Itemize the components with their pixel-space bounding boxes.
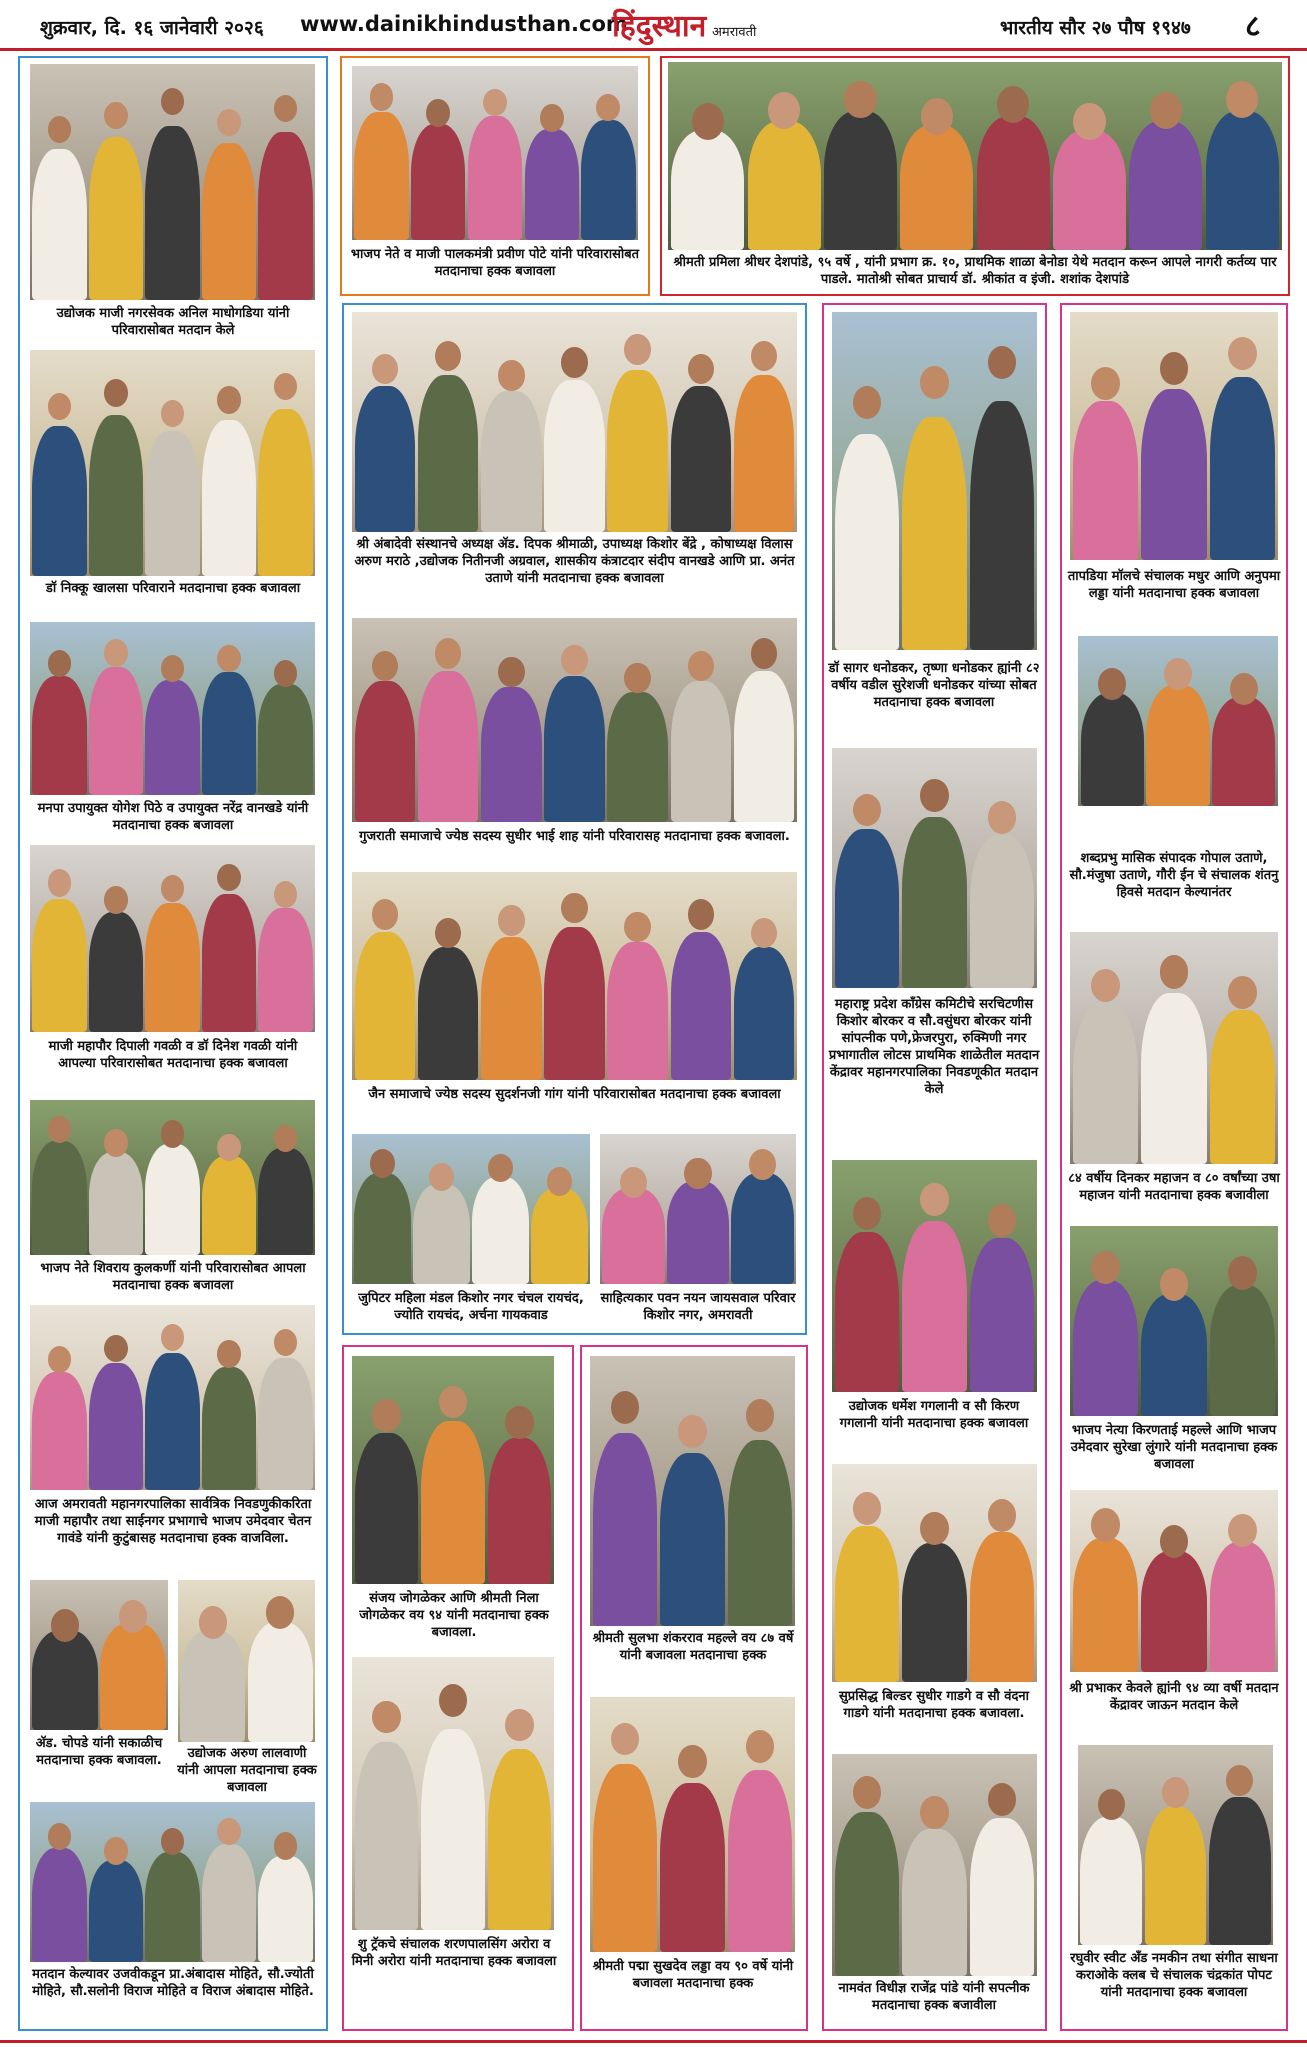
person-figure [202, 645, 256, 796]
person-figure [835, 386, 900, 650]
caption-chopde: ॲड. चोपडे यांनी सकाळीच मतदानाचा हक्क बजावला. [35, 1736, 163, 1768]
person-figure [1073, 1508, 1139, 1672]
person-figure [202, 1340, 256, 1490]
photo-ladda-couple [1070, 312, 1278, 560]
person-figure [902, 779, 967, 988]
person-figure [970, 346, 1035, 650]
photo-padma-ladda [590, 1697, 795, 1952]
person-figure [970, 801, 1035, 988]
caption-deputy-commissioners: मनपा उपायुक्त योगेश पिठे व उपायुक्त नरेंद्र वानखडे यांनी मतदानाचा हक्क बजावला [37, 801, 309, 833]
photo-borkar-couple [832, 748, 1037, 988]
photo-madhogadiya-family [30, 64, 315, 300]
person-figure [145, 655, 199, 795]
person-figure [89, 639, 143, 795]
photo-sulabha-mahalle [590, 1356, 795, 1626]
caption-arora: शु ट्रॅकचे संचालक शरणपालसिंग अरोरा व मिनी अरोरा यांनी मतदानाचा हक्क बजावला [351, 1937, 557, 1969]
person-figure [355, 1399, 419, 1584]
person-figure [258, 1329, 312, 1490]
website-link[interactable]: www.dainikhindusthan.com [300, 12, 628, 36]
person-figure [1141, 352, 1207, 560]
person-figure [835, 794, 900, 988]
person-figure [902, 1512, 967, 1682]
caption-utane: शब्दप्रभु मासिक संपादक गोपाल उताणे, सौ.मंजुषा उताणे, गौरी ईन चे संचालक शंतनु हिवसे मतदान केल्यानंतर [1069, 851, 1279, 900]
person-figure [89, 1837, 143, 1962]
caption-popat: रघुवीर स्वीट अँड नमकीन तथा संगीत साधना कराओके क्लब चे संचालक चंद्रकांत पोपट यांनी मतदानाचा हक्क बजावला [1070, 1951, 1278, 2000]
person-figure [602, 1167, 664, 1284]
caption-mahalle-lungare: भाजप नेत्या किरणताई महल्ले आणि भाजप उमेदवार सुरेखा लुंगारे यांनी मतदानाचा हक्क बजावला [1070, 1423, 1278, 1472]
person-figure [1081, 668, 1144, 806]
person-figure [1073, 969, 1139, 1164]
person-figure [468, 89, 522, 240]
caption-pande: नामवंत विधीज्ञ राजेंद्र पांडे यांनी सपत्नीक मतदानाचा हक्क बजावीला [838, 1981, 1030, 2013]
caption-kevale: श्री प्रभाकर केवले ह्यांनी ९४ व्या वर्षी मतदान केंद्रावर जाऊन मतदान केले [1069, 1681, 1279, 1713]
caption-padma-ladda: श्रीमती पद्मा सुखदेव लड्डा वय ९० वर्षे यांनी बजावला मतदानाचा हक्क [592, 1959, 794, 1991]
person-figure [32, 1609, 98, 1731]
person-figure [488, 1406, 552, 1584]
person-figure [481, 657, 541, 822]
caption-shah: गुजराती समाजाचे ज्येष्ठ सदस्य सुधीर भाई शाह यांनी परिवारासह मतदानाचा हक्क बजावला. [359, 829, 790, 844]
person-figure [202, 109, 256, 300]
person-figure [32, 1823, 86, 1962]
person-figure [32, 1346, 86, 1490]
bottom-rule [0, 2040, 1307, 2043]
person-figure [258, 881, 312, 1032]
person-figure [660, 1415, 725, 1626]
person-figure [180, 1606, 245, 1742]
person-figure [544, 645, 604, 822]
person-figure [1206, 81, 1279, 250]
person-figure [413, 1163, 470, 1285]
person-figure [1073, 1251, 1139, 1416]
person-figure [1073, 367, 1139, 560]
person-figure [734, 638, 794, 822]
caption-ladda-couple: तापडिया मॉलचे संचालक मधुर आणि अनुपमा लड्डा यांनी मतदानाचा हक्क बजावला [1067, 569, 1281, 601]
photo-arora [352, 1657, 554, 1930]
person-figure [902, 366, 967, 650]
photo-gadge-couple [832, 1464, 1037, 1682]
person-figure [145, 400, 199, 576]
person-figure [32, 650, 86, 795]
person-figure [418, 341, 478, 532]
photo-gawande-family [30, 1305, 315, 1490]
person-figure [89, 379, 143, 576]
caption-gadge: सुप्रसिद्ध बिल्डर सुधीर गाडगे व सौ वंदना गाडगे यांनी मतदानाचा हक्क बजावला. [839, 1689, 1029, 1721]
person-figure [202, 1134, 256, 1255]
person-figure [421, 1386, 485, 1584]
person-figure [748, 92, 821, 250]
caption-gang: जैन समाजाचे ज्येष्ठ सदस्य सुदर्शनजी गांग यांनी परिवारासोबत मतदानाचा हक्क बजावला [368, 1087, 781, 1102]
person-figure [89, 886, 143, 1032]
caption-madhogadiya: उद्योजक माजी नगरसेवक अनिल माधोगडिया यांनी परिवारासोबत मतदान केले [56, 306, 290, 338]
photo-shah-family [352, 618, 797, 822]
person-figure [671, 651, 731, 822]
photo-mahajan-couple [1070, 932, 1278, 1164]
photo-utane-family [1078, 636, 1278, 806]
person-figure [731, 1149, 793, 1284]
masthead [0, 0, 1307, 51]
person-figure [607, 663, 667, 822]
photo-lalwani [178, 1580, 315, 1742]
person-figure [100, 1600, 166, 1731]
person-figure [89, 1335, 143, 1490]
caption-jogalekar: संजय जोगळेकर आणि श्रीमती निला जोगळेकर वय ९४ यांनी मतदानाचा हक्क बजावला. [359, 1591, 549, 1640]
page-number: ८ [1245, 9, 1261, 44]
person-figure [593, 1723, 658, 1953]
person-figure [32, 869, 86, 1032]
person-figure [354, 1149, 411, 1284]
person-figure [835, 1776, 900, 1976]
person-figure [1053, 103, 1126, 250]
person-figure [355, 1701, 419, 1930]
person-figure [1210, 1514, 1276, 1672]
person-figure [734, 341, 794, 532]
person-figure [411, 99, 465, 240]
person-figure [248, 1596, 313, 1742]
caption-dhanodkar: डॉ सागर धनोडकर, तृष्णा धनोडकर ह्यांनी ८२ वर्षीय वडील सुरेशजी धनोडकर यांच्या सोबत मतदानाचा हक्क बजावला [828, 661, 1040, 710]
person-figure [835, 1492, 900, 1682]
person-figure [472, 1154, 529, 1285]
person-figure [902, 1796, 967, 1976]
person-figure [145, 1828, 199, 1962]
photo-mahalle-lungare [1070, 1226, 1278, 1416]
person-figure [481, 360, 541, 532]
person-figure [970, 1499, 1035, 1682]
person-figure [531, 1167, 588, 1284]
person-figure [202, 1818, 256, 1962]
person-figure [418, 918, 478, 1080]
person-figure [421, 1684, 485, 1930]
person-figure [1146, 658, 1209, 806]
person-figure [258, 1832, 312, 1962]
person-figure [728, 1399, 793, 1626]
person-figure [32, 1116, 86, 1256]
person-figure [355, 651, 415, 822]
photo-pande-couple [832, 1754, 1037, 1976]
caption-khalsa: डॉ निक्कू खालसा परिवाराने मतदानाचा हक्क बजावला [45, 581, 301, 596]
photo-kevale [1070, 1490, 1278, 1672]
photo-jupiter-mandal [352, 1134, 590, 1284]
person-figure [258, 660, 312, 795]
photo-kulkarni-family [30, 1100, 315, 1255]
caption-jaiswal: साहित्यकार पवन नयन जायसवाल परिवार किशोर नगर, अमरावती [600, 1291, 796, 1323]
person-figure [354, 83, 408, 240]
person-figure [1210, 976, 1276, 1164]
person-figure [970, 1204, 1035, 1392]
person-figure [667, 1158, 729, 1284]
person-figure [145, 1120, 199, 1255]
caption-gawande: आज अमरावती महानगरपालिका सार्वत्रिक निवडणुकीकरिता माजी महापौर तथा साईनगर प्रभागाचे भाजप उमेदवार चेतन गावंडे यांनी कुटुंबासह मतदानाचा हक्क वाजविला. [34, 1497, 312, 1546]
person-figure [258, 373, 312, 576]
caption-pote: भाजप नेते व माजी पालकमंत्री प्रवीण पोटे यांनी परिवारासोबत मतदानाचा हक्क बजावला [350, 247, 640, 279]
person-figure [32, 393, 86, 576]
caption-kulkarni: भाजप नेते शिवराय कुलकर्णी यांनी परिवारासोबत आपला मतदानाचा हक्क बजावला [40, 1261, 306, 1293]
photo-deputy-commissioners [30, 622, 315, 795]
issue-date: शुक्रवार, दि. १६ जानेवारी २०२६ [40, 17, 264, 39]
caption-borkar: महाराष्ट्र प्रदेश कॉंग्रेस कमिटीचे सरचिटणीस किशोर बोरकर व सौ.वसुंधरा बोरकर यांनी सांपत्नीक पणे,फ्रेजरपुरा, रुक्मिणी नगर प्रभागातील लोटस प्राथमिक शाळेतील मतदान केंद्रावर महानगरपालिका निवडणूकीत मतदान केले [828, 997, 1040, 1097]
edition-name: अमरावती [712, 25, 757, 40]
person-figure [900, 98, 973, 250]
photo-gang-family [352, 872, 797, 1080]
person-figure [1129, 92, 1202, 250]
person-figure [1209, 1765, 1271, 1945]
person-figure [1141, 955, 1207, 1164]
person-figure [544, 347, 604, 532]
person-figure [488, 1709, 552, 1930]
indian-calendar-date: भारतीय सौर २७ पौष १९४७ [1000, 17, 1191, 39]
person-figure [835, 1197, 900, 1392]
caption-ambadevi: श्री अंबादेवी संस्थानचे अध्यक्ष ॲड. दिपक श्रीमाळी, उपाध्यक्ष किशोर बेंद्रे , कोषाध्यक्ष विलास अरुण मराठे ,उद्योजक नितीनजी अग्रवाल, शासकीय कंत्राटदार संदीप वानखडे आणि प्रा. अनंत उताणे यांनी मतदानाचा हक्क बजावला [354, 537, 795, 586]
person-figure [525, 104, 579, 240]
caption-mohite: मतदान केल्यावर उजवीकडून प्रा.अंबादास मोहिते, सौ.ज्योती मोहिते, सौ.सलोनी विराज मोहिते व विराज अंबादास मोहिते. [32, 1967, 314, 1999]
person-figure [1080, 1789, 1142, 1945]
person-figure [202, 864, 256, 1032]
caption-mahajan: ८४ वर्षीय दिनकर महाजन व ८० वर्षांच्या उषा महाजन यांनी मतदानाचा हक्क बजावीला [1068, 1171, 1280, 1203]
caption-gaglani: उद्योजक धर्मेश गगलानी व सौ किरण गगलानी यांनी मतदानाचा हक्क बजावला [839, 1399, 1029, 1431]
person-figure [581, 94, 635, 240]
person-figure [607, 912, 667, 1080]
person-figure [671, 354, 731, 532]
photo-jogalekar [352, 1356, 554, 1584]
person-figure [734, 918, 794, 1080]
person-figure [481, 905, 541, 1080]
person-figure [824, 81, 897, 250]
photo-deshpande-family [668, 62, 1282, 250]
person-figure [145, 875, 199, 1032]
caption-sulabha-mahalle: श्रीमती सुलभा शंकरराव महल्ले वय ८७ वर्षे यांनी बजावला मतदानाचा हक्क [592, 1631, 794, 1663]
person-figure [145, 1324, 199, 1491]
caption-gawli: माजी महापौर दिपाली गवळी व डॉ दिनेश गवळी यांनी आपल्या परिवारासोबत मतदानाचा हक्क बजावला [48, 1039, 298, 1071]
person-figure [607, 334, 667, 532]
caption-jupiter: जुपिटर महिला मंडल किशोर नगर चंचल रायचंद, ज्योति रायचंद, अर्चना गायकवाड [358, 1291, 584, 1323]
photo-gaglani-couple [832, 1160, 1037, 1392]
person-figure [970, 1783, 1035, 1976]
person-figure [258, 95, 312, 300]
caption-lalwani: उद्योजक अरुण लालवाणी यांनी आपला मतदानाचा हक्क बजावला [177, 1746, 317, 1795]
person-figure [1141, 1268, 1207, 1416]
person-figure [671, 899, 731, 1080]
person-figure [544, 893, 604, 1080]
person-figure [258, 1125, 312, 1255]
person-figure [1210, 337, 1276, 560]
photo-khalsa-family [30, 350, 315, 576]
person-figure [355, 899, 415, 1080]
newspaper-logo: हिंदुस्थान [612, 9, 707, 44]
caption-deshpande: श्रीमती प्रमिला श्रीधर देशपांडे, ९५ वर्षे , यांनी प्रभाग क्र. १०, प्राथमिक शाळा बेनोडा येथे मतदान करून आपले नागरी कर्तव्य पार पाडले. मातोश्री सोबत प्राचार्य डॉ. श्रीकांत व इंजी. शशांक देशपांडे [673, 255, 1277, 287]
person-figure [89, 102, 143, 300]
photo-chopde [30, 1580, 168, 1730]
person-figure [355, 354, 415, 532]
person-figure [671, 103, 744, 250]
photo-mohite-family [30, 1802, 315, 1962]
person-figure [1212, 673, 1275, 806]
person-figure [32, 116, 86, 300]
person-figure [202, 386, 256, 576]
photo-popat [1078, 1745, 1273, 1945]
person-figure [977, 86, 1050, 250]
photo-gawli-family [30, 845, 315, 1032]
photo-dhanodkar-family [832, 312, 1037, 650]
person-figure [1145, 1777, 1207, 1945]
photo-ambadevi-trustees [352, 312, 797, 532]
photo-pote-family [352, 66, 638, 240]
photo-jaiswal-family [600, 1134, 796, 1284]
person-figure [660, 1745, 725, 1952]
person-figure [418, 638, 478, 822]
person-figure [1141, 1525, 1207, 1672]
person-figure [145, 88, 199, 300]
person-figure [902, 1183, 967, 1392]
person-figure [593, 1391, 658, 1626]
person-figure [1210, 1256, 1276, 1416]
person-figure [728, 1730, 793, 1952]
person-figure [89, 1129, 143, 1255]
